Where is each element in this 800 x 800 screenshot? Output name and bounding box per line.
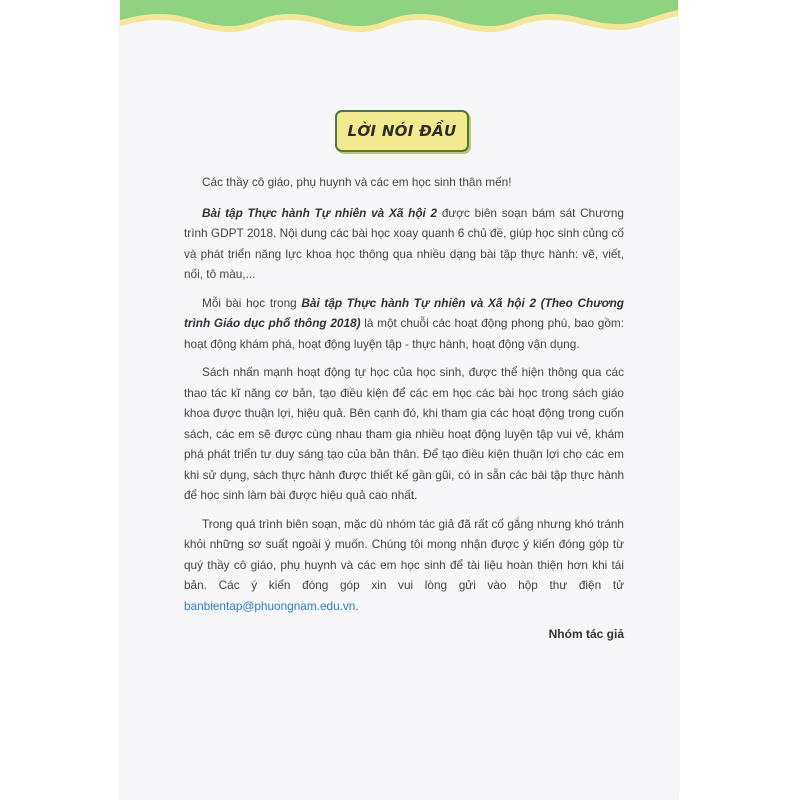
- paragraph-1-text: được biên soạn bám sát Chương trình GDPT 2018. Nội dung các bài học xoay quanh 6 chủ đề, giúp học sinh củng cố và phát triển năng lực khoa học thông qua nhiều dạng bài tập thực hành: vẽ, viết, nối, tô màu,...: [184, 205, 624, 281]
- paragraph-2: [184, 293, 624, 355]
- book-page: [120, 0, 678, 800]
- email-link[interactable]: banbientap@phuongnam.edu.vn: [184, 598, 356, 613]
- paragraph-4: [184, 514, 624, 617]
- page-title: LỜI NÓI ĐẦU: [347, 122, 457, 140]
- header-wave-decoration: [120, 0, 678, 70]
- preface-body: [184, 172, 624, 645]
- greeting-text: Các thầy cô giáo, phụ huynh và các em học sinh thân mến!: [202, 175, 512, 189]
- paragraph-3-text: Sách nhấn mạnh hoạt động tự học của học sinh, được thể hiện thông qua các thao tác kĩ năng cơ bản, tạo điều kiện để các em học các bài học trong sách giáo khoa được thuận lợi, hiệu quả. Bên cạnh đó, khi tham gia các hoạt động trong cuốn sách, các em sẽ được cùng nhau tham gia nhiều hoạt động luyện tập vui vẻ, khám phá phát triển tư duy sáng tạo của bản thân. Để tạo điều kiện thuận lợi cho các em khi sử dụng, sách thực hành được thiết kế gần gũi, có in sẵn các bài tập thực hành để học sinh làm bài được hiệu quả cao nhất.: [184, 365, 624, 502]
- greeting-paragraph: [184, 172, 624, 193]
- paragraph-4-text: Trong quá trình biên soạn, mặc dù nhóm tác giả đã rất cố gắng nhưng khó tránh khỏi những sơ suất ngoài ý muốn. Chúng tôi mong nhận được ý kiến đóng góp từ quý thầy cô giáo, phụ huynh và các em học sinh để tài liệu hoàn thiện hơn khi tái bản. Các ý kiến đóng góp xin vui lòng gửi vào hộp thư điện tử: [184, 516, 624, 592]
- paragraph-4-end: .: [355, 598, 359, 613]
- book-title-2: Bài tập Thực hành Tự nhiên và Xã hội 2 (Theo Chương trình Giáo dục phổ thông 2018): [184, 295, 624, 330]
- paragraph-1: [184, 203, 624, 285]
- paragraph-2-text: là một chuỗi các hoạt động phong phú, bao gồm: hoạt động khám phá, hoạt động luyện tập - thực hành, hoạt động vận dụng.: [184, 316, 624, 351]
- paragraph-2-start: Mỗi bài học trong: [202, 295, 302, 310]
- page-title-box: [335, 110, 469, 152]
- author-signature: Nhóm tác giả: [548, 627, 624, 641]
- paragraph-3: [184, 362, 624, 506]
- book-title-1: Bài tập Thực hành Tự nhiên và Xã hội 2: [202, 205, 438, 220]
